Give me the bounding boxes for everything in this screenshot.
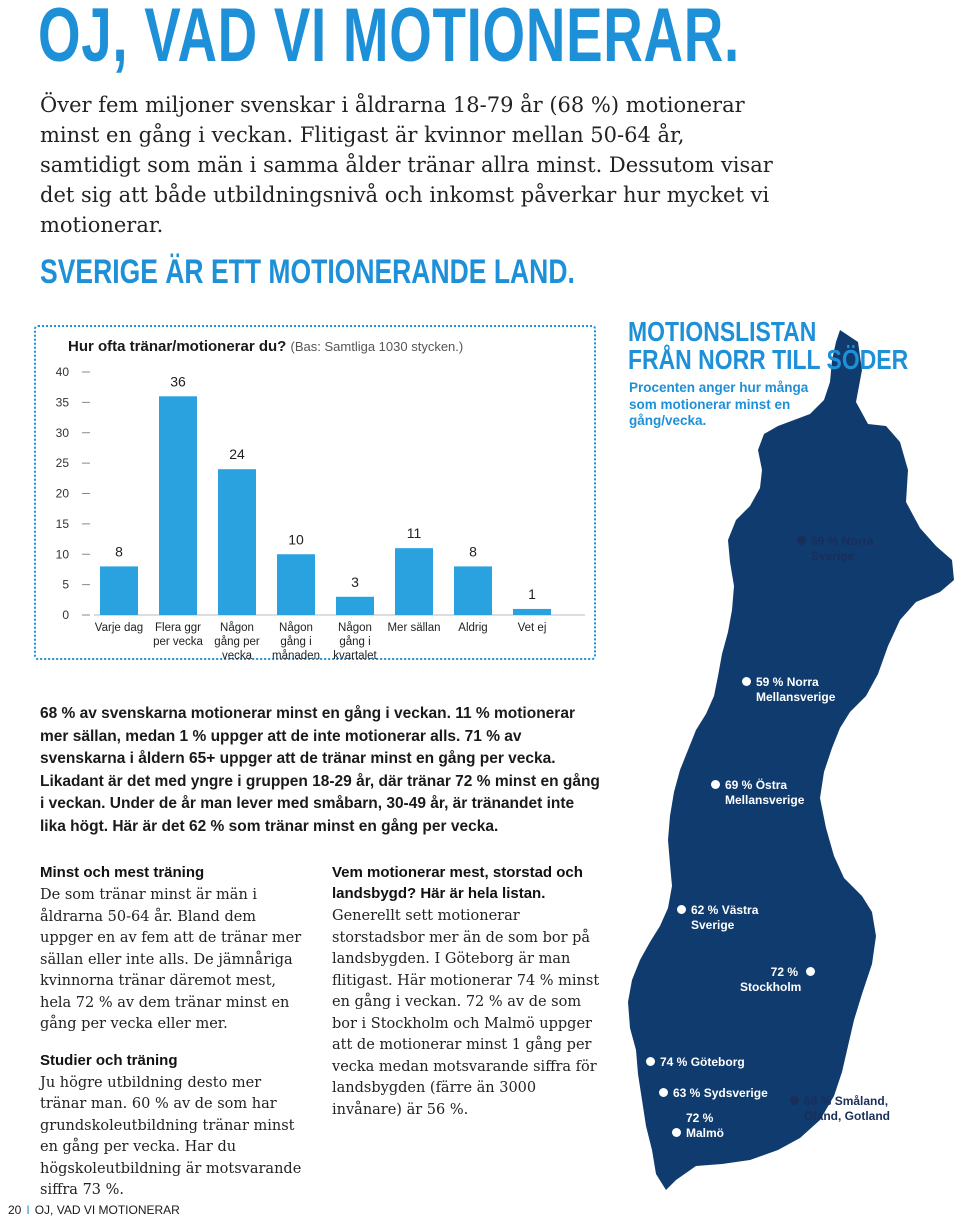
body-city-rural: Generellt sett motionerar storstadsbor mer än de som bor på landsbygden. I Göteborg är man flitigast. Här motionerar 74 % minst en gång i veckan. 72 % av de som bor i Stockholm och Malmö uppger att de motionerar minst 1 gång per vecka medan motsvarande siffra för landsbygden (färre än 3000 invånare) är 56 %.: [332, 908, 600, 1118]
category-label: Någon: [220, 622, 254, 634]
map-title-line1: MOTIONSLISTAN: [628, 316, 817, 347]
category-label: månaden: [272, 650, 320, 662]
category-label: Någon: [279, 622, 313, 634]
heading-city-rural: Vem motionerar mest, storstad och landsbygd? Här är hela listan.: [332, 864, 583, 902]
body-studies: Ju högre utbildning desto mer tränar man. 60 % av de som har grundskoleutbildning tränar minst en gång per vecka. Har du högskoleutbildning är motsvarande siffra 73 %.: [40, 1074, 302, 1198]
y-tick-label: 20: [55, 486, 69, 501]
category-label: gång i: [280, 636, 312, 648]
category-label: Vet ej: [517, 622, 547, 634]
region-goteborg: 74 % Göteborg: [646, 1055, 745, 1070]
section-subhead: SVERIGE ÄR ETT MOTIONERANDE LAND.: [40, 253, 575, 291]
bar: [395, 548, 433, 615]
category-label: vecka: [221, 650, 253, 662]
y-tick-label: 40: [55, 365, 69, 379]
category-label: gång per: [214, 636, 260, 648]
region-dot-icon: [677, 905, 686, 914]
bar: [159, 396, 197, 615]
chart-basis: (Bas: Samtliga 1030 stycken.): [290, 339, 464, 354]
page-number: 20: [8, 1203, 22, 1217]
page-headline: OJ, VAD VI MOTIONERAR.: [38, 0, 740, 78]
footer-title: OJ, VAD VI MOTIONERAR: [34, 1203, 180, 1217]
region-dot-icon: [797, 536, 806, 545]
column-middle: [332, 862, 600, 1121]
region-stockholm: 72 % Stockholm: [740, 965, 815, 995]
chart-question: Hur ofta tränar/motionerar du?: [68, 338, 287, 355]
y-tick-label: 30: [55, 425, 69, 440]
footer-separator: I: [26, 1203, 30, 1217]
category-label: Mer sällan: [387, 622, 441, 634]
region-dot-icon: [646, 1057, 655, 1066]
bar: [218, 469, 256, 615]
category-label: per vecka: [153, 636, 203, 648]
category-label: Flera ggr: [154, 622, 202, 634]
y-tick-label: 25: [55, 456, 69, 471]
region-smaland: 68 % Småland, Öland, Gotland: [790, 1094, 890, 1124]
frequency-bar-chart: [0, 0, 600, 665]
region-dot-icon: [742, 677, 751, 686]
bar: [336, 597, 374, 615]
region-vastra-sverige: 62 % Västra Sverige: [677, 903, 758, 933]
category-label: gång i: [339, 636, 371, 648]
map-title-line2: FRÅN NORR TILL SÖDER: [628, 344, 909, 375]
column-left: [40, 862, 305, 1202]
bar-value-label: 10: [288, 531, 304, 548]
region-norra-sverige: 69 % Norra Sverige: [797, 534, 874, 564]
bar-value-label: 36: [170, 373, 186, 390]
y-tick-label: 10: [55, 547, 69, 562]
region-dot-icon: [806, 967, 815, 976]
category-label: Varje dag: [94, 622, 144, 634]
bar-value-label: 8: [469, 543, 477, 560]
page-footer: [8, 1203, 180, 1217]
category-label: Någon: [338, 622, 372, 634]
bar-value-label: 3: [351, 573, 359, 590]
category-label: Aldrig: [458, 622, 488, 634]
bar: [277, 554, 315, 615]
category-label: kvartalet: [333, 650, 377, 662]
region-ostra-mellansverige: 69 % Östra Mellansverige: [711, 778, 804, 808]
map-subtitle: Procenten anger hur många som motionerar minst en gång/vecka.: [629, 380, 809, 428]
y-tick-label: 0: [62, 608, 69, 622]
heading-least-most: Minst och mest träning: [40, 864, 205, 881]
bar-value-label: 11: [406, 525, 422, 542]
region-dot-icon: [711, 780, 720, 789]
region-malmo: 72 % Malmö: [672, 1111, 724, 1141]
region-dot-icon: [672, 1128, 681, 1137]
bar-value-label: 1: [528, 585, 536, 602]
map-title: [628, 318, 908, 374]
intro-paragraph: Över fem miljoner svenskar i åldrarna 18-79 år (68 %) motionerar minst en gång i veckan. Flitigast är kvinnor mellan 50-64 år, samtidigt som män i samma ålder tränar allra minst. Dessutom visar det sig att både utbildningsnivå och inkomst påverkar hur mycket vi motionerar.: [40, 93, 773, 237]
bar: [100, 566, 138, 615]
region-dot-icon: [790, 1096, 799, 1105]
bar: [454, 566, 492, 615]
bar: [513, 609, 551, 615]
y-tick-label: 5: [62, 577, 69, 592]
region-norra-mellansverige: 59 % Norra Mellansverige: [742, 675, 835, 705]
body-least-most: De som tränar minst är män i åldrarna 50-64 år. Bland dem uppger en av fem att de tränar mer sällan eller inte alls. De jämnåriga kvinnorna tränar däremot mest, hela 72 % av dem tränar minst en gång per vecka eller mer.: [40, 887, 302, 1032]
heading-studies: Studier och träning: [40, 1051, 178, 1069]
bar-value-label: 24: [229, 446, 245, 463]
bar-value-label: 8: [115, 543, 123, 560]
y-tick-label: 35: [55, 395, 69, 410]
region-dot-icon: [659, 1088, 668, 1097]
y-tick-label: 15: [55, 516, 69, 531]
summary-paragraph: 68 % av svenskarna motionerar minst en gång i veckan. 11 % motionerar mer sällan, medan 1 % uppger att de inte motionerar alls. 71 % av svenskarna i åldern 65+ uppger att de tränar minst en gång per vecka. Likadant är det med yngre i gruppen 18-29 år, där tränar 72 % minst en gång i veckan. Under de år man lever med småbarn, 30-49 år, är tränandet inte lika högt. Här är det 62 % som tränar minst en gång per vecka.: [40, 705, 600, 835]
region-sydsverige: 63 % Sydsverige: [659, 1086, 768, 1101]
